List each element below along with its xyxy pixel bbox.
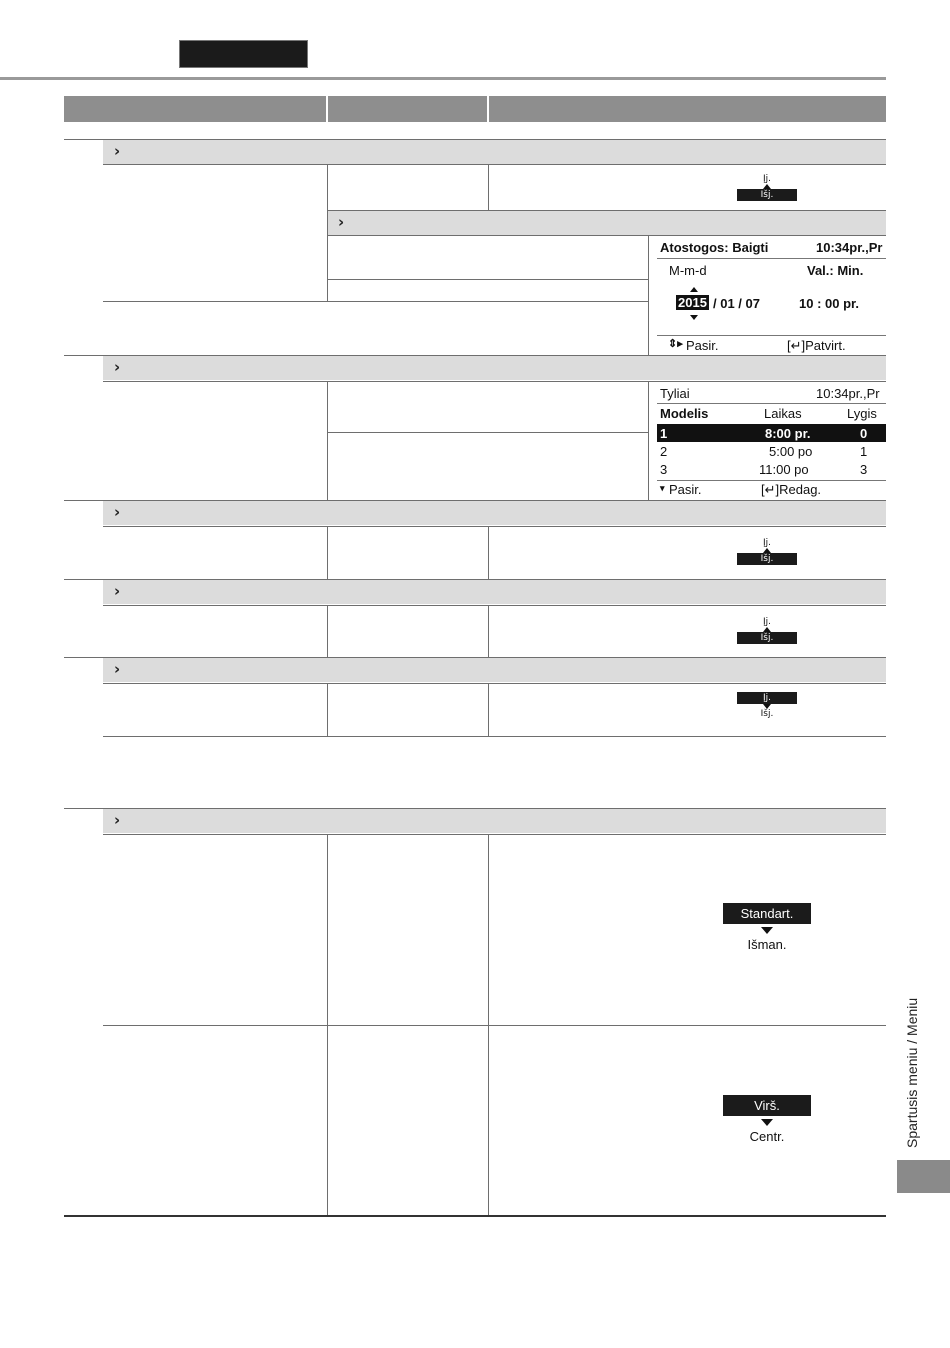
row-level: 3: [860, 462, 868, 477]
toggle-off-selected: Išj.: [737, 189, 797, 201]
row-rule: [103, 683, 886, 684]
screen-divider: [657, 258, 886, 259]
row-model: 1: [660, 426, 668, 441]
row-rule: [327, 432, 648, 433]
col-rule: [488, 164, 489, 210]
month-day: / 01 / 07: [713, 296, 760, 311]
row-time: 5:00 po: [769, 444, 813, 459]
row-time: 11:00 po: [759, 462, 809, 477]
arrow-down-icon: [761, 927, 773, 934]
row-rule: [103, 1025, 886, 1026]
col-rule: [327, 605, 328, 657]
time-label: Val.: Min.: [807, 263, 864, 278]
year-field: 2015: [678, 295, 707, 310]
mode-selected: Standart.: [723, 903, 811, 924]
date-label: M-m-d: [669, 263, 707, 278]
toggle-off-selected: Išj.: [737, 553, 797, 565]
hint-edit: [↵]Redag.: [761, 482, 822, 497]
updown-icon: ⇕▸: [668, 338, 683, 350]
col-time: Laikas: [764, 406, 802, 421]
vacation-screen: [649, 236, 886, 355]
mode-toggle: [723, 903, 811, 953]
hint-select: Pasir.: [669, 482, 702, 497]
screen-time: 10:34pr.,Pr: [816, 240, 883, 255]
toggle-on-label: Įj.: [762, 617, 771, 627]
chevron-right-icon: ›: [114, 660, 121, 678]
table-header-divider: [326, 96, 328, 122]
toggle-on-label: Įj.: [762, 538, 771, 548]
screen-divider: [657, 403, 886, 404]
chevron-right-icon: ›: [114, 358, 121, 376]
screen-divider: [657, 480, 886, 481]
row-level: 1: [860, 444, 868, 459]
silent-screen: [649, 382, 886, 500]
clock-value: 10 : 00 pr.: [799, 296, 859, 311]
screen-title: Tyliai: [660, 386, 690, 401]
row-rule: [103, 736, 886, 737]
toggle-on-selected: Įj.: [737, 692, 797, 704]
col-rule: [488, 605, 489, 657]
row-rule: [327, 279, 648, 280]
screen-time: 10:34pr.,Pr: [816, 386, 880, 401]
chevron-right-icon: ›: [114, 142, 121, 160]
section-bar-1a: [328, 211, 886, 235]
chevron-right-icon: ›: [114, 503, 121, 521]
screen-title: Atostogos: Baigti: [660, 240, 769, 255]
on-off-toggle: [737, 538, 797, 565]
section-bar-2: [103, 356, 886, 380]
col-rule: [327, 381, 328, 500]
section-bar-3: [103, 501, 886, 525]
hint-confirm: [↵]Patvirt.: [787, 338, 846, 353]
table-header: [64, 96, 886, 122]
row-rule: [103, 301, 648, 302]
screen-divider: [657, 335, 886, 336]
section-bar-4: [103, 580, 886, 604]
section-bar-5: [103, 658, 886, 682]
sidebar-label: Spartusis meniu / Meniu: [904, 997, 920, 1148]
header-rule: [0, 77, 886, 80]
toggle-off-selected: Išj.: [737, 632, 797, 644]
row-level: 0: [860, 426, 868, 441]
col-level: Lygis: [847, 406, 877, 421]
col-model: Modelis: [660, 406, 709, 421]
col-rule: [327, 683, 328, 736]
chevron-right-icon: ›: [338, 213, 345, 231]
position-other: Centr.: [749, 1129, 785, 1144]
arrow-down-icon: [690, 315, 698, 320]
row-model: 3: [660, 462, 668, 477]
hint-select: Pasir.: [686, 338, 719, 353]
side-tab: [897, 1160, 950, 1193]
table-bottom-rule: [64, 1215, 886, 1217]
down-icon: ▾: [660, 483, 665, 493]
section-bar-6: [103, 809, 886, 833]
on-off-toggle: [737, 174, 797, 201]
header-block: [179, 40, 308, 68]
position-selected: Virš.: [723, 1095, 811, 1116]
row-rule: [103, 834, 886, 835]
section-bar-1: [103, 140, 886, 164]
mode-other: Išman.: [747, 937, 787, 952]
col-rule: [488, 526, 489, 579]
toggle-on-label: Įj.: [762, 174, 771, 184]
toggle-off-label: Išj.: [760, 709, 774, 719]
on-off-toggle: [737, 692, 797, 719]
row-rule: [103, 605, 886, 606]
row-rule: [103, 526, 886, 527]
row-rule: [103, 164, 886, 165]
on-off-toggle: [737, 617, 797, 644]
col-rule: [327, 526, 328, 579]
chevron-right-icon: ›: [114, 811, 121, 829]
row-model: 2: [660, 444, 668, 459]
table-header-divider: [487, 96, 489, 122]
arrow-up-icon: [690, 287, 698, 292]
row-time: 8:00 pr.: [765, 426, 811, 441]
position-toggle: [723, 1095, 811, 1145]
col-rule: [488, 683, 489, 736]
arrow-down-icon: [761, 1119, 773, 1126]
chevron-right-icon: ›: [114, 582, 121, 600]
